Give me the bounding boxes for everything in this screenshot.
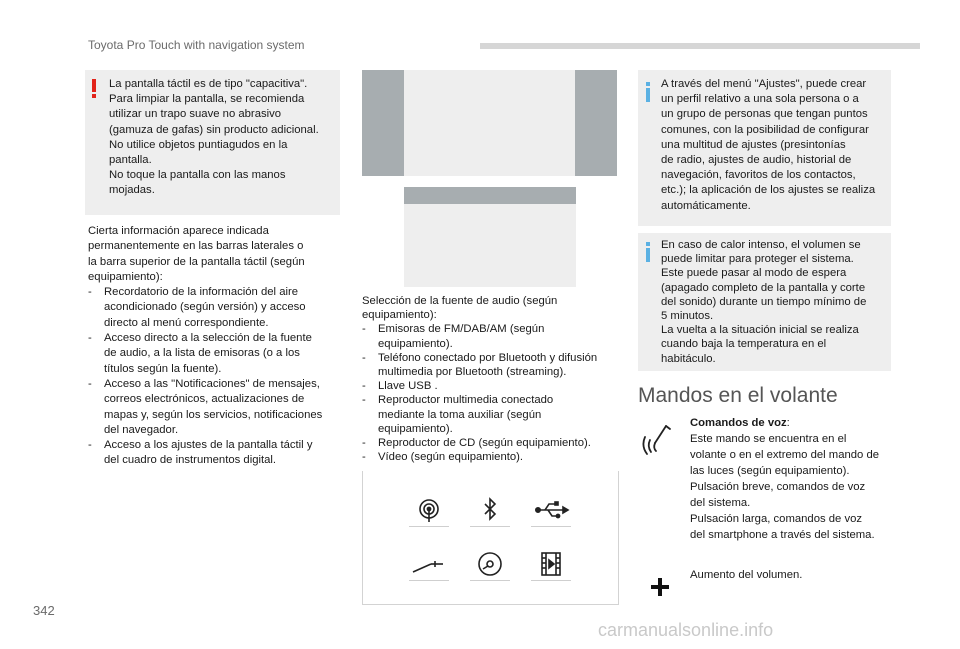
info-icon [645, 82, 651, 102]
info-paragraph: A través del menú "Ajustes", puede crear un perfil relativo a una sola persona o a un grupo de personas que tengan puntos comunes, con la posibilidad de configurar una multitud de ajustes (presintonías de radio, ajustes de audio, historial de navegación, favoritos de los contactos, etc.); la aplicación de los ajustes se realiza automáticamente. [661, 78, 876, 212]
intro-paragraph: Cierta información aparece indicada permanentemente en las barras laterales o la barra superior de la pantalla táctil (según equipamiento): [88, 225, 305, 283]
list-item: - Teléfono conectado por Bluetooth y difusión multimedia por Bluetooth (streaming). [362, 351, 624, 379]
bluetooth-icon [470, 497, 510, 529]
watermark: carmanualsonline.info [598, 620, 774, 640]
list-item: - Reproductor de CD (según equipamiento). [362, 436, 624, 450]
screen-illustration-topbar [404, 187, 576, 287]
list-item: - Acceso directo a la selección de la fuente de audio, a la lista de emisoras (o a los títulos según la fuente). [88, 331, 343, 377]
usb-icon [531, 497, 571, 529]
warning-paragraph: La pantalla táctil es de tipo "capacitiva". Para limpiar la pantalla, se recomienda utilizar un trapo suave no abrasivo (gamuza de gafas) sin producto adicional. [109, 78, 319, 136]
control-label-colon: : [786, 417, 790, 429]
page-number: 342 [33, 603, 55, 618]
section-title: Mandos en el volante [638, 384, 838, 407]
list-item: - Llave USB . [362, 379, 624, 393]
voice-command-text [690, 416, 895, 543]
cd-icon [470, 551, 510, 583]
list-item: - Reproductor multimedia conectado mediante la toma auxiliar (según equipamiento). [362, 393, 624, 436]
intro-paragraph: Selección de la fuente de audio (según equipamiento): [362, 295, 558, 322]
control-label: Comandos de voz [690, 417, 787, 429]
info-text-heat [661, 238, 893, 366]
source-list [362, 322, 624, 464]
info-paragraph: En caso de calor intenso, el volumen se puede limitar para proteger el sistema. Este puede pasar al modo de espera (apagado completo de la pantalla y corte del sonido) durante un tiempo mínimo de 5 minutos. [661, 239, 867, 323]
info-list [88, 285, 343, 469]
sidebar-info-text [88, 224, 343, 469]
screen-illustration-sidebars [362, 70, 617, 176]
control-description: Aumento del volumen. [690, 569, 803, 581]
warning-paragraph: No toque la pantalla con las manos mojadas. [109, 169, 286, 197]
list-item: - Recordatorio de la información del aire acondicionado (según versión) y acceso directo al menú correspondiente. [88, 285, 343, 331]
warning-exclamation-icon [91, 79, 97, 99]
volume-up-text [690, 568, 895, 583]
aux-jack-icon [409, 551, 449, 583]
control-description: Este mando se encuentra en el volante o en el extremo del mando de las luces (según equipamiento). Pulsación breve, comandos de voz del sistema. Pulsación larga, comandos de voz del smartphone a través del sistema. [690, 433, 880, 542]
header-title: Toyota Pro Touch with navigation system [88, 38, 305, 52]
header-divider [480, 43, 920, 49]
list-item: - Acceso a las "Notificaciones" de mensajes, correos electrónicos, actualizaciones de mapas y, según los servicios, notificaciones del navegador. [88, 377, 343, 438]
audio-source-text [362, 294, 624, 464]
info-paragraph: La vuelta a la situación inicial se realiza cuando baja la temperatura en el habitáculo. [661, 324, 859, 365]
list-item: - Acceso a los ajustes de la pantalla táctil y del cuadro de instrumentos digital. [88, 438, 343, 469]
audio-source-icons-panel [362, 471, 619, 605]
list-item: - Emisoras de FM/DAB/AM (según equipamiento). [362, 322, 624, 350]
info-icon [645, 242, 651, 262]
video-icon [531, 551, 571, 583]
list-item: - Vídeo (según equipamiento). [362, 450, 624, 464]
voice-command-icon [642, 423, 676, 460]
radio-icon [409, 497, 449, 529]
warning-text [109, 77, 341, 199]
warning-paragraph: No utilice objetos puntiagudos en la pantalla. [109, 138, 288, 167]
info-text-settings [661, 77, 893, 214]
plus-icon [650, 577, 670, 602]
